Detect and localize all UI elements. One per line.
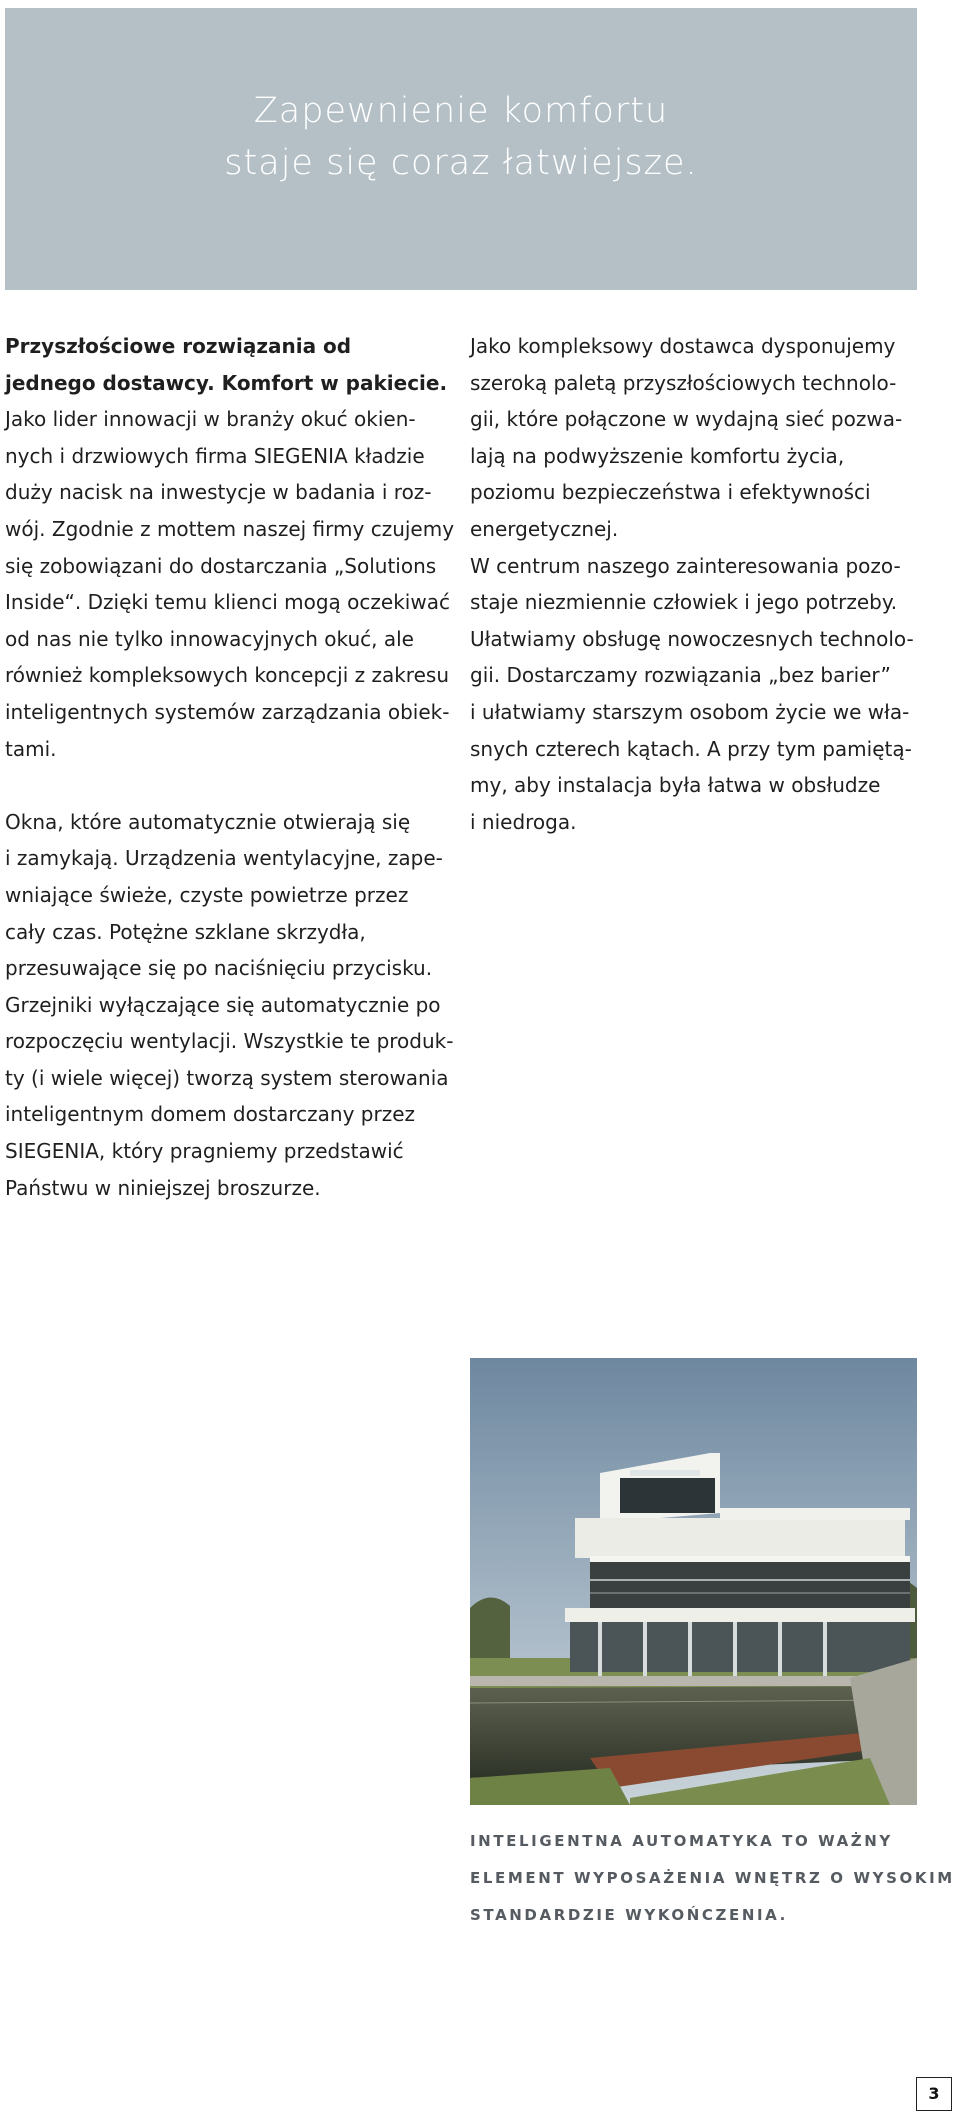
page-title xyxy=(224,85,697,189)
paragraph-gap xyxy=(5,767,465,804)
page-number: 3 xyxy=(916,2077,952,2111)
title-banner xyxy=(5,8,917,290)
modern-house-photo xyxy=(470,1358,917,1805)
paragraph-line: również kompleksowych koncepcji z zakresu xyxy=(5,663,449,688)
paragraph-line: nych i drzwiowych firma SIEGENIA kładzie xyxy=(5,443,425,468)
paragraph-line: wniające świeże, czyste powietrze przez xyxy=(5,882,409,907)
paragraph-line: Grzejniki wyłączające się automatycznie po xyxy=(5,992,441,1017)
paragraph-line: cały czas. Potężne szklane skrzydła, xyxy=(5,919,366,944)
caption-line: STANDARDZIE WYKOŃCZENIA. xyxy=(470,1906,788,1924)
paragraph-line: i zamykają. Urządzenia wentylacyjne, zape- xyxy=(5,846,443,871)
title-line: Zapewnienie komfortu xyxy=(253,91,669,131)
paragraph-line: i niedroga. xyxy=(470,809,577,834)
paragraph-line: gii. Dostarczamy rozwiązania „bez barier” xyxy=(470,663,891,688)
paragraph-line: Ułatwiamy obsługę nowoczesnych technolo- xyxy=(470,626,914,651)
house-illustration xyxy=(470,1358,917,1805)
title-line: staje się coraz łatwiejsze. xyxy=(224,143,698,183)
paragraph-line: W centrum naszego zainteresowania pozo- xyxy=(470,553,901,578)
paragraph-line: snych czterech kątach. A przy tym pamiętą- xyxy=(470,736,912,761)
paragraph-line: szeroką paletą przyszłościowych technolo- xyxy=(470,370,897,395)
section-heading-line: jednego dostawcy. Komfort w pakiecie. xyxy=(5,370,448,395)
paragraph-line: ty (i wiele więcej) tworzą system sterowania xyxy=(5,1065,449,1090)
paragraph-line: przesuwające się po naciśnięciu przycisku. xyxy=(5,956,433,981)
paragraph-line: Inside“. Dzięki temu klienci mogą oczekiwać xyxy=(5,590,450,615)
paragraph-line: Okna, które automatycznie otwierają się xyxy=(5,809,411,834)
caption-line: ELEMENT WYPOSAŻENIA WNĘTRZ O WYSOKIM xyxy=(470,1869,955,1887)
paragraph-line: tami. xyxy=(5,736,57,761)
paragraph-line: Jako kompleksowy dostawca dysponujemy xyxy=(470,334,896,358)
paragraph-line: energetycznej. xyxy=(470,516,619,541)
paragraph-line: lają na podwyższenie komfortu życia, xyxy=(470,443,845,468)
photo-caption xyxy=(470,1823,955,1934)
caption-line: INTELIGENTNA AUTOMATYKA TO WAŻNY xyxy=(470,1832,893,1850)
left-text-column xyxy=(5,328,465,1206)
paragraph-line: i ułatwiamy starszym osobom życie we wła- xyxy=(470,699,910,724)
paragraph-line: my, aby instalacja była łatwa w obsłudze xyxy=(470,773,881,798)
paragraph-line: duży nacisk na inwestycje w badania i roz- xyxy=(5,480,432,505)
paragraph-line: poziomu bezpieczeństwa i efektywności xyxy=(470,480,871,505)
paragraph-line: Państwu w niniejszej broszurze. xyxy=(5,1175,321,1200)
paragraph-line: inteligentnym domem dostarczany przez xyxy=(5,1102,415,1127)
paragraph-line: się zobowiązani do dostarczania „Solutions xyxy=(5,553,437,578)
paragraph-line: SIEGENIA, który pragniemy przedstawić xyxy=(5,1139,404,1164)
paragraph-line: gii, które połączone w wydajną sieć pozwa- xyxy=(470,407,903,432)
paragraph-line: rozpoczęciu wentylacji. Wszystkie te produk- xyxy=(5,1029,454,1054)
paragraph-line: staje niezmiennie człowiek i jego potrzeby. xyxy=(470,590,898,615)
section-heading-line: Przyszłościowe rozwiązania od xyxy=(5,334,352,358)
right-text-column xyxy=(470,328,920,840)
paragraph-line: inteligentnych systemów zarządzania obiek- xyxy=(5,699,450,724)
paragraph-line: wój. Zgodnie z mottem naszej firmy czujemy xyxy=(5,516,455,541)
paragraph-line: Jako lider innowacji w branży okuć okien- xyxy=(5,407,416,432)
paragraph-line: od nas nie tylko innowacyjnych okuć, ale xyxy=(5,626,414,651)
